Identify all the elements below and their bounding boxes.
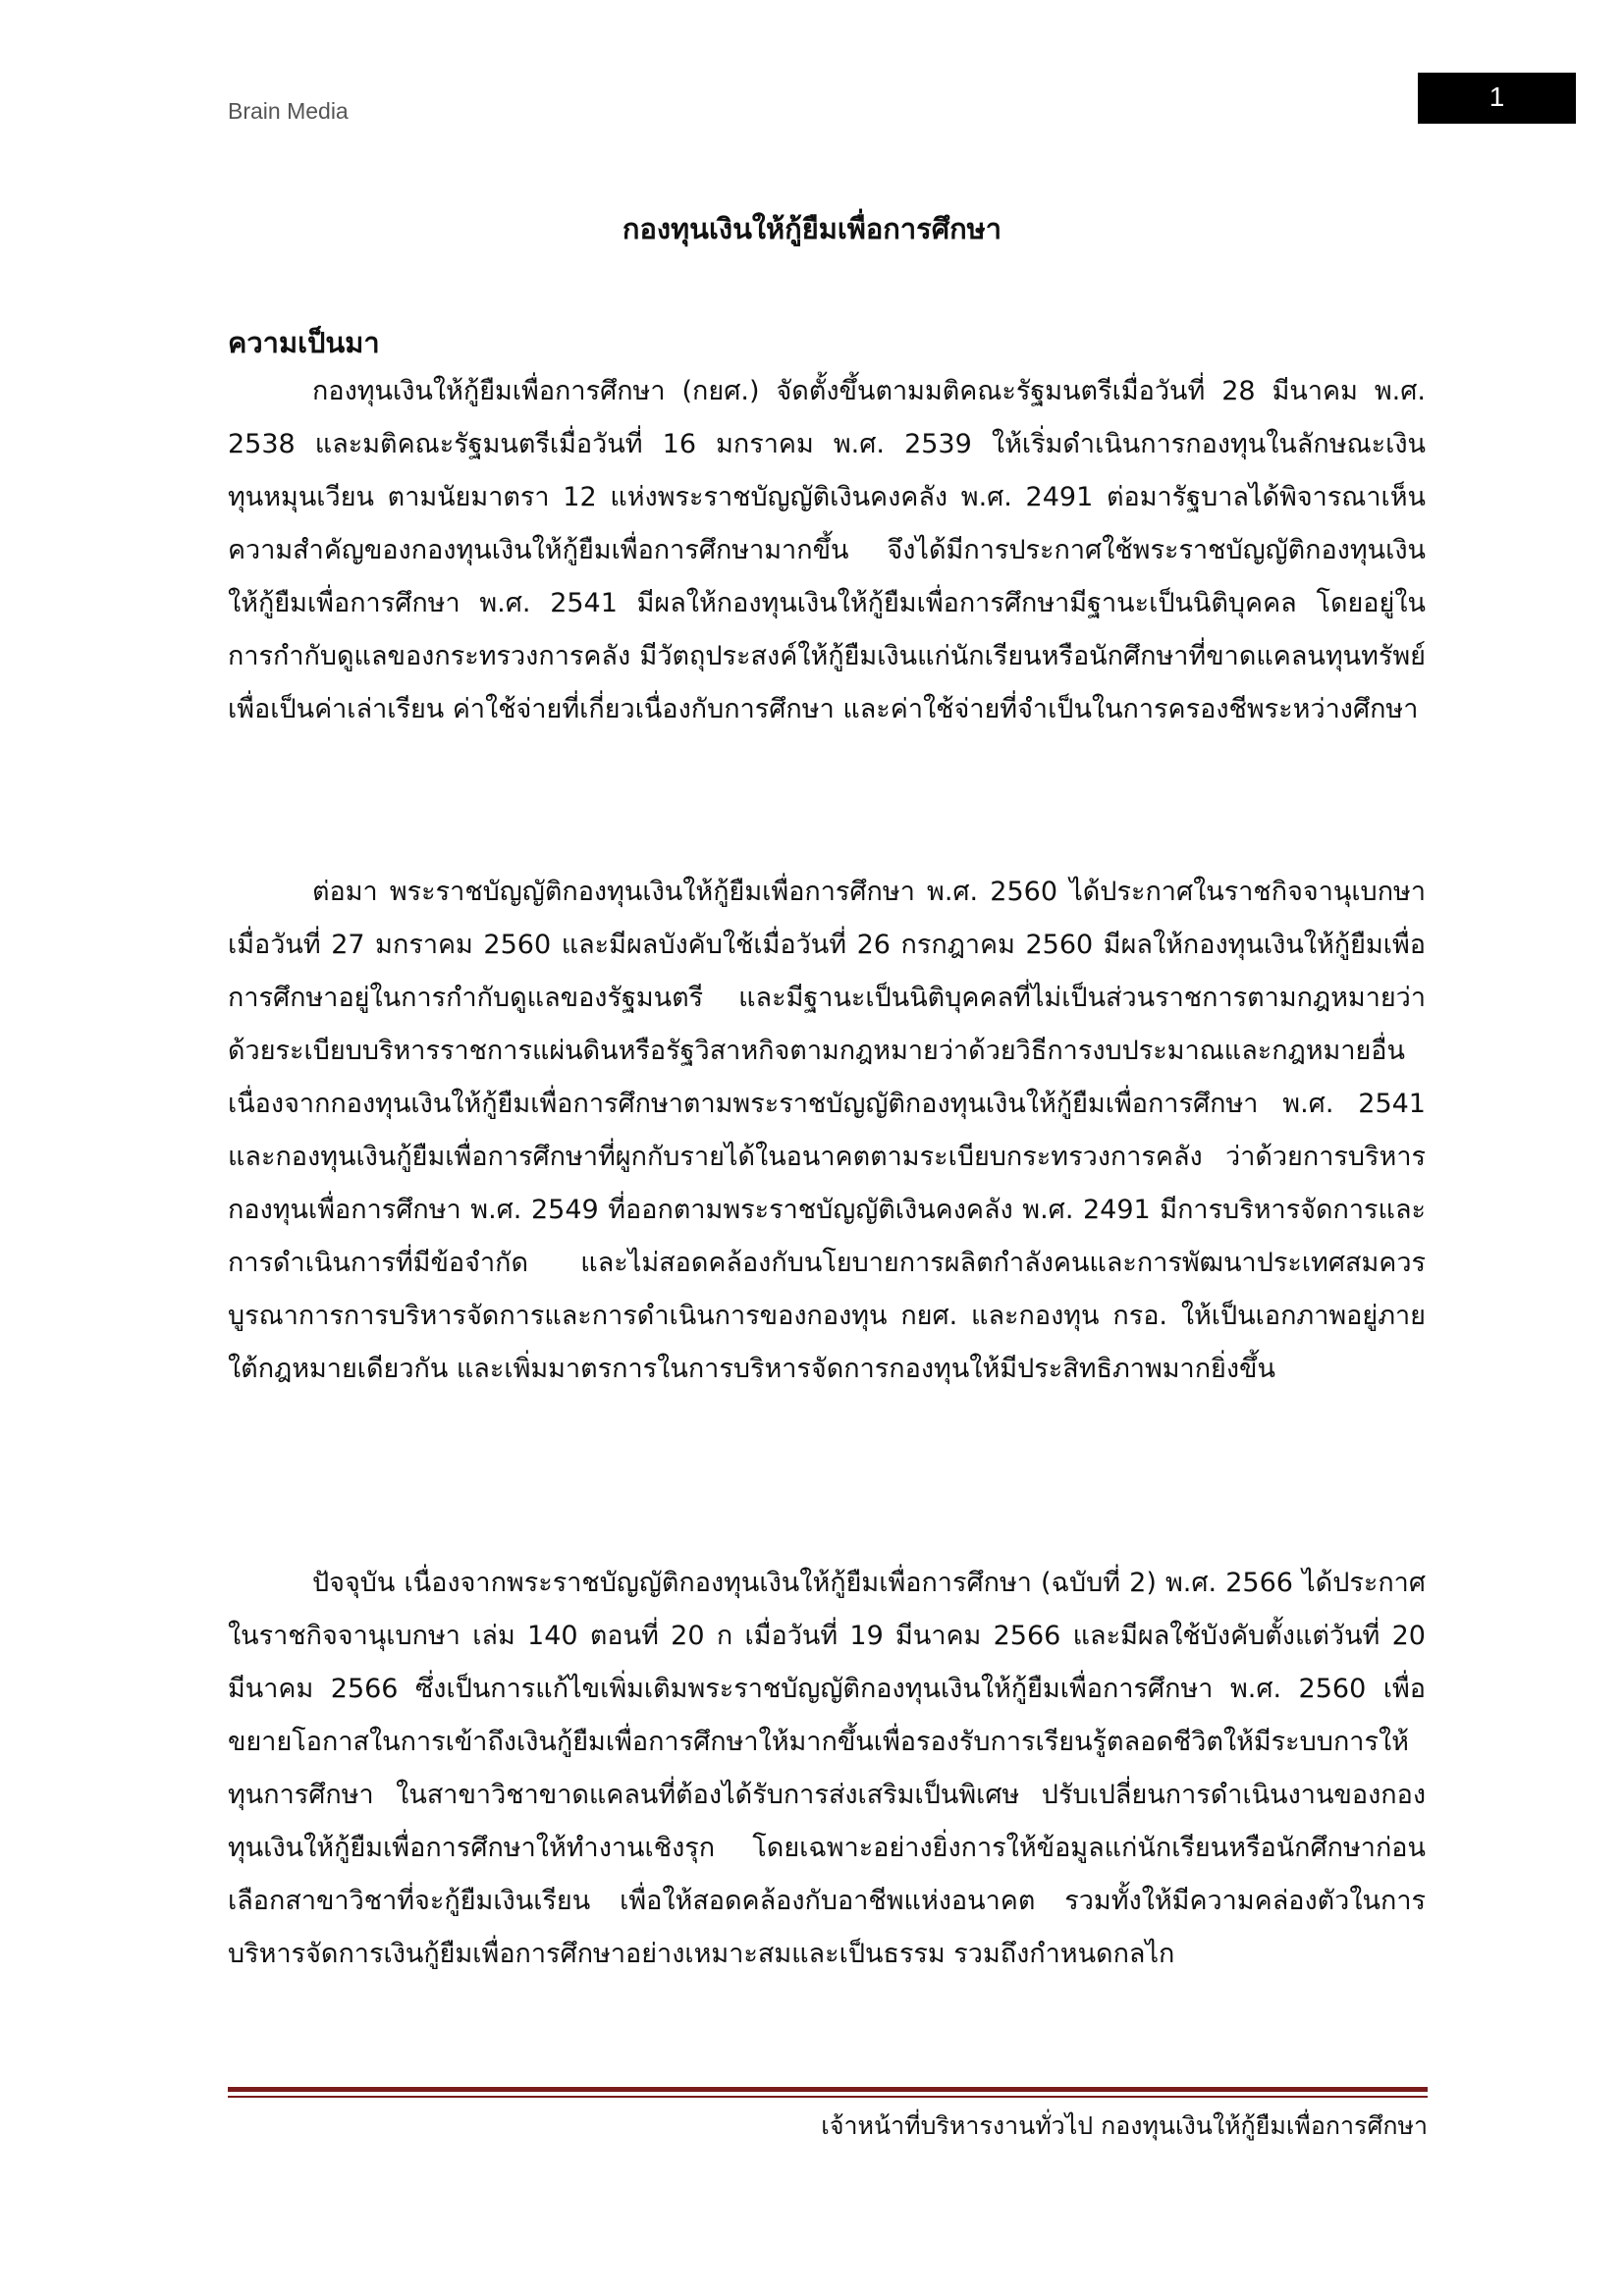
page-number-badge: 1 [1418, 73, 1576, 124]
document-title: กองทุนเงินให้กู้ยืมเพื่อการศึกษา [622, 212, 1002, 245]
header-brand: Brain Media [228, 98, 349, 124]
paragraph-current: ปัจจุบัน เนื่องจากพระราชบัญญัติกองทุนเงินให้กู้ยืมเพื่อการศึกษา (ฉบับที่ 2) พ.ศ. 2566 ได้ประกาศในราชกิจจานุเบกษา เล่ม 140 ตอนที่ 20 ก เมื่อวันที่ 19 มีนาคม 2566 และมีผลใช้บังคับตั้งแต่วันที่ 20 มีนาคม 2566 ซึ่งเป็นการแก้ไขเพิ่มเติมพระราชบัญญัติกองทุนเงินให้กู้ยืมเพื่อการศึกษา พ.ศ. 2560 เพื่อขยายโอกาสในการเข้าถึงเงินกู้ยืมเพื่อการศึกษาให้มากขึ้นเพื่อรองรับการเรียนรู้ตลอดชีวิตให้มีระบบการให้ทุนการศึกษา ในสาขาวิชาขาดแคลนที่ต้องได้รับการส่งเสริมเป็นพิเศษ ปรับเปลี่ยนการดำเนินงานของกองทุนเงินให้กู้ยืมเพื่อการศึกษาให้ทำงานเชิงรุก โดยเฉพาะอย่างยิ่งการให้ข้อมูลแก่นักเรียนหรือนักศึกษาก่อนเลือกสาขาวิชาที่จะกู้ยืมเงินเรียน เพื่อให้สอดคล้องกับอาชีพแห่งอนาคต รวมทั้งให้มีความคล่องตัวในการบริหารจัดการเงินกู้ยืมเพื่อการศึกษาอย่างเหมาะสมและเป็นธรรม รวมถึงกำหนดกลไก [228, 1568, 1426, 1969]
footer-divider-thin [228, 2096, 1428, 2098]
section-heading: ความเป็นมา [228, 326, 380, 359]
paragraph-act-2560: ต่อมา พระราชบัญญัติกองทุนเงินให้กู้ยืมเพื่อการศึกษา พ.ศ. 2560 ได้ประกาศในราชกิจจานุเบกษา เมื่อวันที่ 27 มกราคม 2560 และมีผลบังคับใช้เมื่อวันที่ 26 กรกฎาคม 2560 มีผลให้กองทุนเงินให้กู้ยืมเพื่อการศึกษาอยู่ในการกำกับดูแลของรัฐมนตรี และมีฐานะเป็นนิติบุคคลที่ไม่เป็นส่วนราชการตามกฎหมายว่าด้วยระเบียบบริหารราชการแผ่นดินหรือรัฐวิสาหกิจตามกฎหมายว่าด้วยวิธีการงบประมาณและกฎหมายอื่น เนื่องจากกองทุนเงินให้กู้ยืมเพื่อการศึกษาตามพระราชบัญญัติกองทุนเงินให้กู้ยืมเพื่อการศึกษา พ.ศ. 2541 และกองทุนเงินกู้ยืมเพื่อการศึกษาที่ผูกกับรายได้ในอนาคตตามระเบียบกระทรวงการคลัง ว่าด้วยการบริหารกองทุนเพื่อการศึกษา พ.ศ. 2549 ที่ออกตามพระราชบัญญัติเงินคงคลัง พ.ศ. 2491 มีการบริหารจัดการและการดำเนินการที่มีข้อจำกัด และไม่สอดคล้องกับนโยบายการผลิตกำลังคนและการพัฒนาประเทศสมควรบูรณาการการบริหารจัดการและการดำเนินการของกองทุน กยศ. และกองทุน กรอ. ให้เป็นเอกภาพอยู่ภายใต้กฎหมายเดียวกัน และเพิ่มมาตรการในการบริหารจัดการกองทุนให้มีประสิทธิภาพมากยิ่งขึ้น [228, 877, 1426, 1384]
paragraph-background: กองทุนเงินให้กู้ยืมเพื่อการศึกษา (กยศ.) จัดตั้งขึ้นตามมติคณะรัฐมนตรีเมื่อวันที่ 28 มีนาคม พ.ศ. 2538 และมติคณะรัฐมนตรีเมื่อวันที่ 16 มกราคม พ.ศ. 2539 ให้เริ่มดำเนินการกองทุนในลักษณะเงินทุนหมุนเวียน ตามนัยมาตรา 12 แห่งพระราชบัญญัติเงินคงคลัง พ.ศ. 2491 ต่อมารัฐบาลได้พิจารณาเห็นความสำคัญของกองทุนเงินให้กู้ยืมเพื่อการศึกษามากขึ้น จึงได้มีการประกาศใช้พระราชบัญญัติกองทุนเงินให้กู้ยืมเพื่อการศึกษา พ.ศ. 2541 มีผลให้กองทุนเงินให้กู้ยืมเพื่อการศึกษามีฐานะเป็นนิติบุคคล โดยอยู่ในการกำกับดูแลของกระทรวงการคลัง มีวัตถุประสงค์ให้กู้ยืมเงินแก่นักเรียนหรือนักศึกษาที่ขาดแคลนทุนทรัพย์เพื่อเป็นค่าเล่าเรียน ค่าใช้จ่ายที่เกี่ยวเนื่องกับการศึกษา และค่าใช้จ่ายที่จำเป็นในการครองชีพระหว่างศึกษา [228, 376, 1426, 724]
footer-text: เจ้าหน้าที่บริหารงานทั่วไป กองทุนเงินให้กู้ยืมเพื่อการศึกษา [821, 2111, 1428, 2140]
footer-divider-thick [228, 2087, 1428, 2092]
